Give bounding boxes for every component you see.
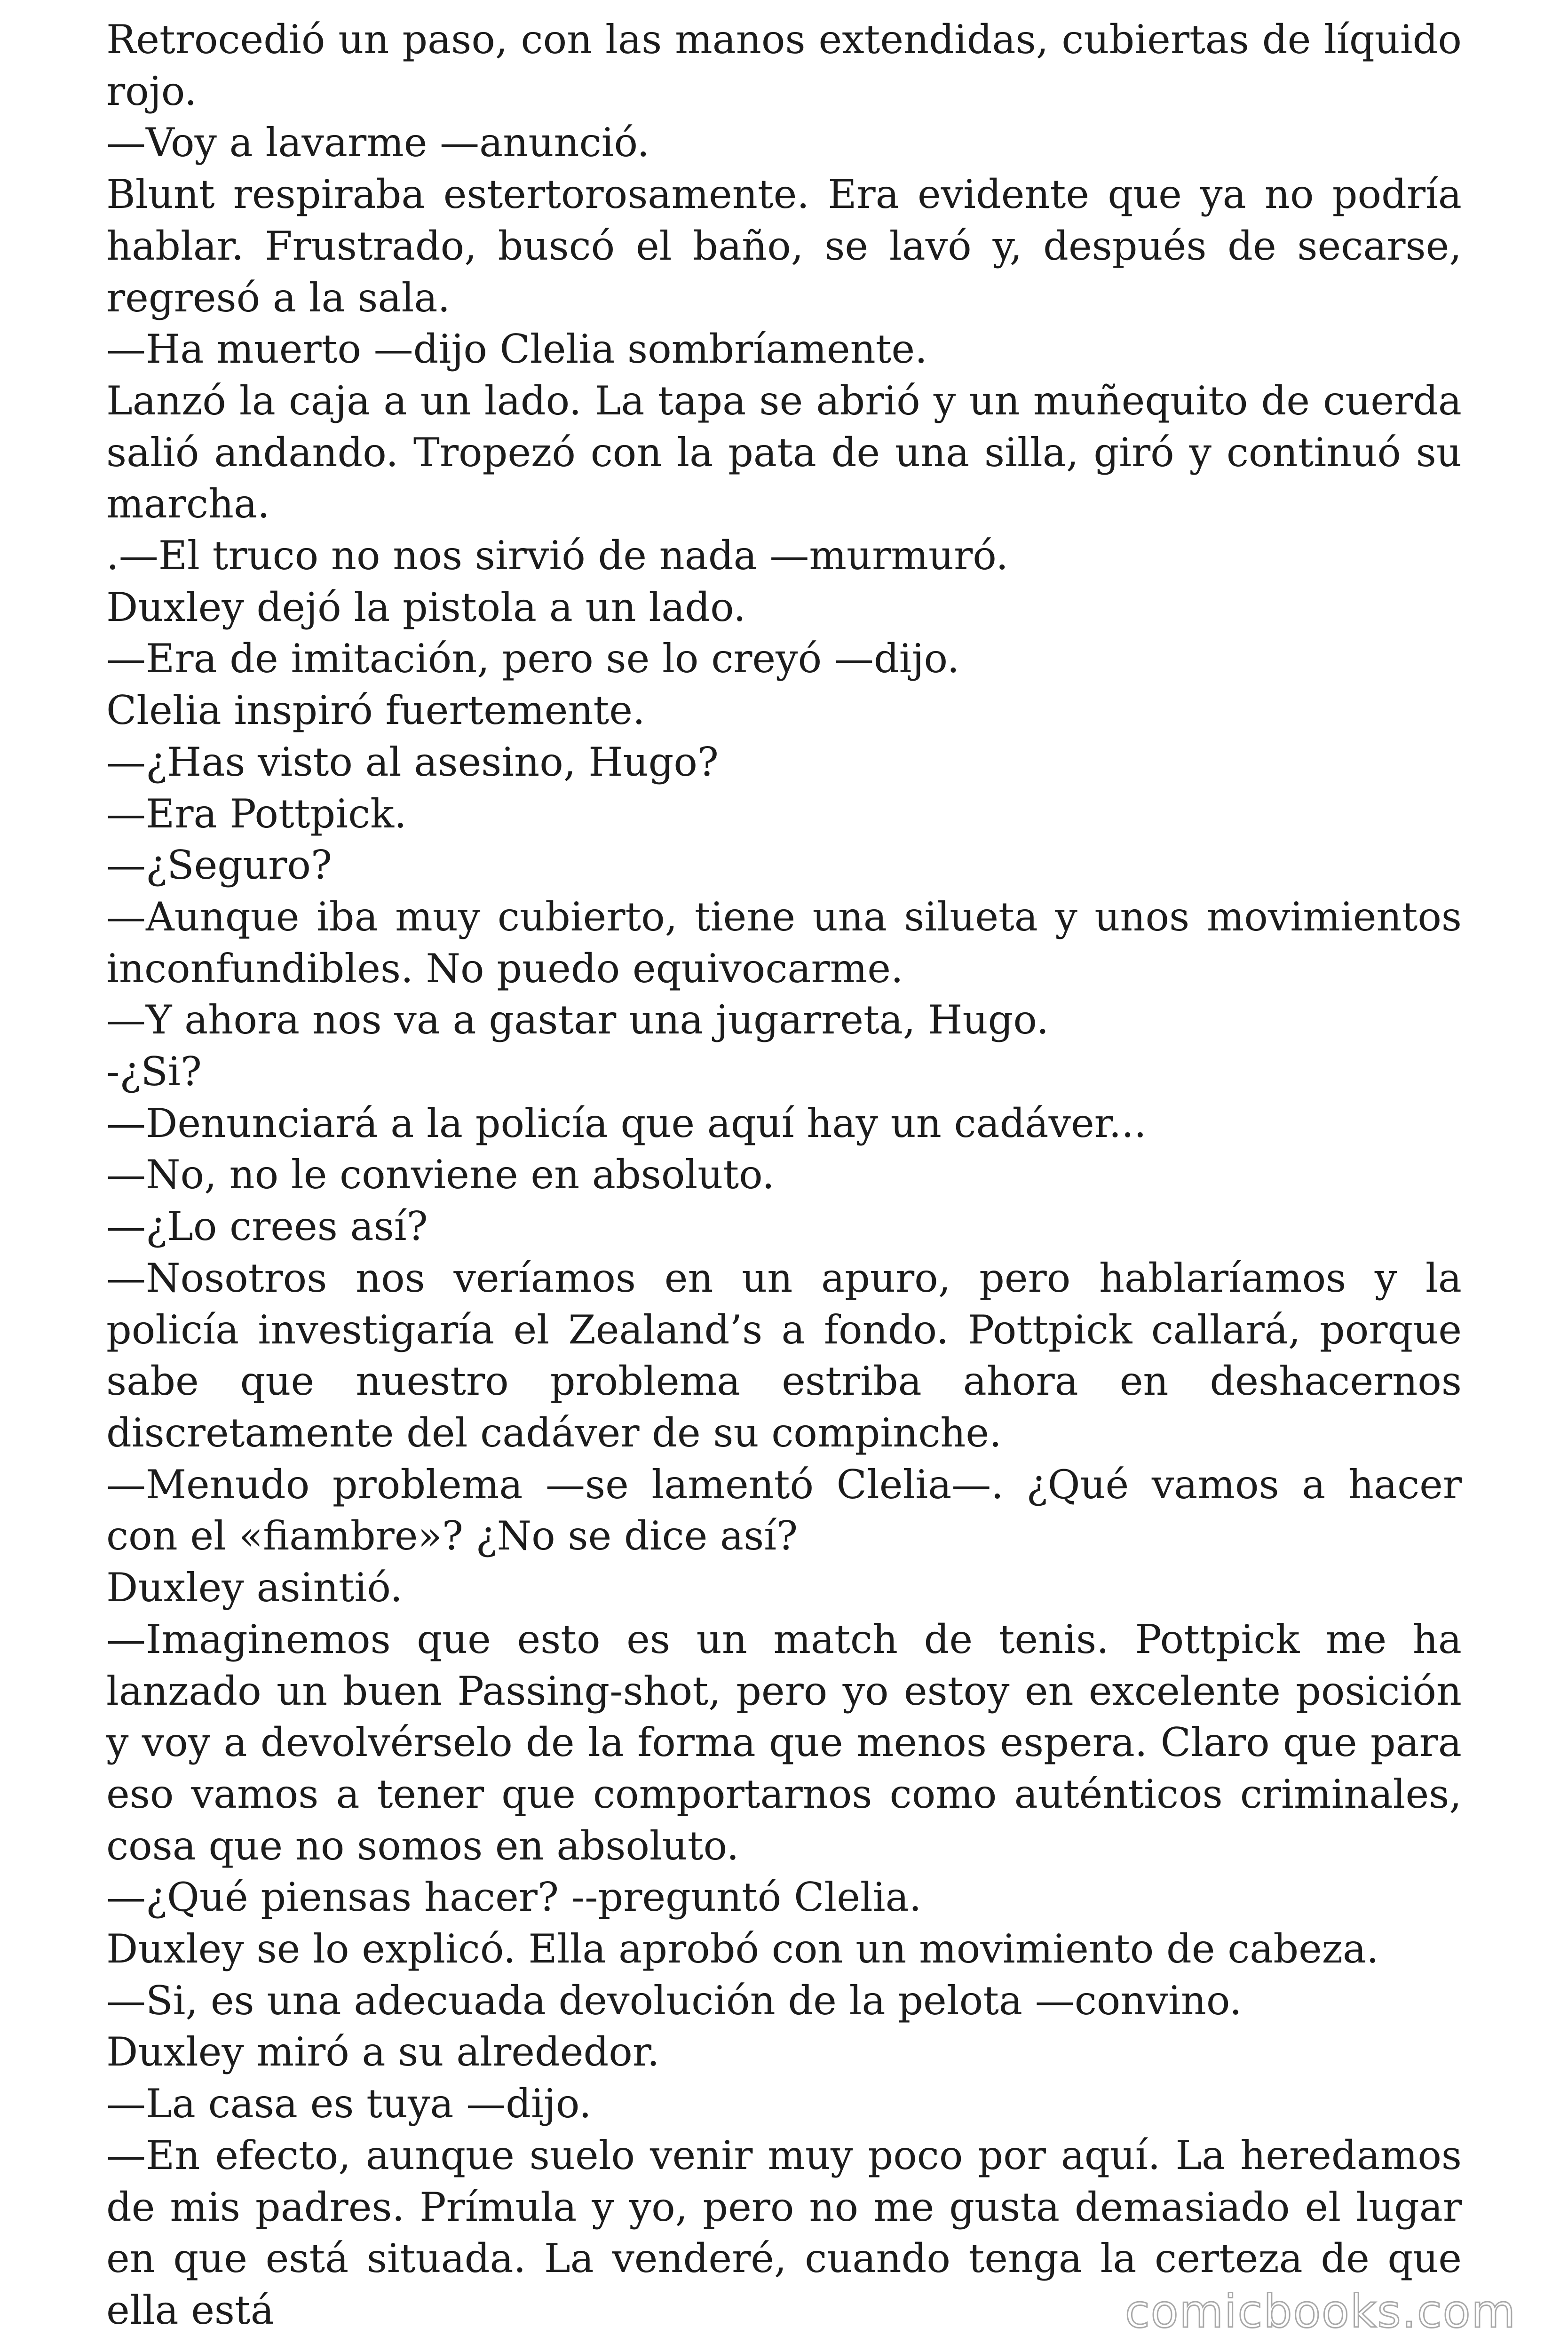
paragraph: —La casa es tuya —dijo. xyxy=(106,2081,592,2127)
paragraph: —Ha muerto —dijo Clelia sombríamente. xyxy=(106,326,927,373)
paragraph: Duxley asintió. xyxy=(106,1565,403,1611)
paragraph: —¿Qué piensas hacer? --preguntó Clelia. xyxy=(106,1874,922,1921)
paragraph: —Si, es una adecuada devolución de la pelota —convino. xyxy=(106,1977,1242,2024)
paragraph: —No, no le conviene en absoluto. xyxy=(106,1152,775,1198)
paragraph: —Imaginemos que esto es un match de tenis. Pottpick me ha lanzado un buen Passing-shot, pero yo estoy en excelente posición y voy a devolvérselo de la forma que menos espera. Claro que para eso vamos a tener que comportarnos como auténticos criminales, cosa que no somos en absoluto. xyxy=(106,1616,1462,1869)
paragraph: Duxley dejó la pistola a un lado. xyxy=(106,584,746,630)
paragraph: .—El truco no nos sirvió de nada —murmuró. xyxy=(106,532,1009,579)
paragraph: —En efecto, aunque suelo venir muy poco por aquí. La heredamos de mis padres. Prímula y yo, pero no me gusta demasiado el lugar en que está situada. La venderé, cuando tenga la certeza de que ella está xyxy=(106,2132,1462,2333)
paragraph: —Era Pottpick. xyxy=(106,790,407,837)
paragraph: —¿Lo crees así? xyxy=(106,1203,428,1250)
paragraph: —Menudo problema —se lamentó Clelia—. ¿Qué vamos a hacer con el «fiambre»? ¿No se dice así? xyxy=(106,1461,1462,1559)
paragraph: —Voy a lavarme —anunció. xyxy=(106,119,650,166)
document-page xyxy=(106,14,1462,2347)
paragraph: Duxley se lo explicó. Ella aprobó con un movimiento de cabeza. xyxy=(106,1926,1379,1972)
paragraph: —Y ahora nos va a gastar una jugarreta, Hugo. xyxy=(106,997,1049,1043)
paragraph: Clelia inspiró fuertemente. xyxy=(106,687,645,734)
paragraph: —Aunque iba muy cubierto, tiene una silueta y unos movimientos inconfundibles. No puedo equivocarme. xyxy=(106,893,1462,992)
site-watermark: comicbooks.com xyxy=(1125,2285,1516,2338)
paragraph: Lanzó la caja a un lado. La tapa se abrió y un muñequito de cuerda salió andando. Tropezó con la pata de una silla, giró y continuó su marcha. xyxy=(106,377,1462,527)
paragraph: —Nosotros nos veríamos en un apuro, pero hablaríamos y la policía investigaría el Zealand’s a fondo. Pottpick callará, porque sabe que nuestro problema estriba ahora en deshacernos discretamente del cadáver de su compinche. xyxy=(106,1255,1462,1456)
paragraph: Blunt respiraba estertorosamente. Era evidente que ya no podría hablar. Frustrado, buscó el baño, se lavó y, después de secarse, regresó a la sala. xyxy=(106,171,1462,321)
paragraph: —Era de imitación, pero se lo creyó —dijo. xyxy=(106,636,960,682)
paragraph: —¿Seguro? xyxy=(106,842,332,889)
paragraph: —¿Has visto al asesino, Hugo? xyxy=(106,739,719,785)
paragraph: Duxley miró a su alrededor. xyxy=(106,2029,660,2075)
paragraph: Retrocedió un paso, con las manos extendidas, cubiertas de líquido rojo. xyxy=(106,16,1462,114)
paragraph: -¿Si? xyxy=(106,1049,202,1095)
paragraph: —Denunciará a la policía que aquí hay un cadáver... xyxy=(106,1100,1147,1146)
